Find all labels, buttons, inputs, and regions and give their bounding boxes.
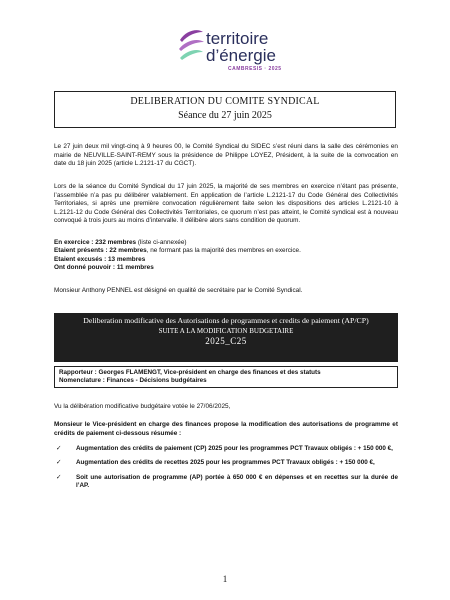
title-box bbox=[54, 91, 396, 128]
page-number: 1 bbox=[222, 574, 228, 584]
bullet-list bbox=[54, 445, 398, 497]
attendance-stats bbox=[54, 239, 398, 273]
stat-pouvoir: Ont donné pouvoir : 11 membres bbox=[54, 264, 154, 272]
deliberation-subtitle: SUITE A LA MODIFICATION BUDGETAIRE bbox=[158, 327, 294, 335]
stat-excuses: Etaient excusés : 13 membres bbox=[54, 255, 146, 263]
logo-subtext: CAMBRESIS · 2025 bbox=[228, 66, 282, 72]
logo bbox=[176, 26, 296, 72]
check-icon: ✓ bbox=[56, 459, 62, 467]
list-item: ✓ Soit une autorisation de programme (AP) portée à 650 000 € en dépenses et en recettes sur la durée de l’AP. bbox=[56, 473, 398, 490]
quorum-paragraph: Lors de la séance du Comité Syndical du 17 juin 2025, la majorité de ses membres en exercice n’étant pas présente, l’assemblée n’a pas pu délibérer valablement. En application de l’article L.2121-17 du Code Général des Collectivités Territoriales, si après une première convocation régulièrement faite selon les dispositions des articles L.2121-10 à L.2121-12 du Code Général des Collectivités Territoriales, ce quorum n’est pas atteint, le Comité syndical est à nouveau convoqué à trois jours au moins d’intervalle. Il délibère alors sans condition de quorum. bbox=[54, 183, 398, 225]
nomenclature-line: Nomenclature : Finances - Décisions budgétaires bbox=[59, 377, 207, 384]
check-icon: ✓ bbox=[56, 445, 62, 452]
check-icon: ✓ bbox=[56, 473, 62, 481]
logo-text-line2: d’énergie bbox=[206, 46, 276, 65]
deliberation-header-box bbox=[54, 313, 398, 362]
proposal-paragraph: Monsieur le Vice-président en charge des finances propose la modification des autorisations de programme et crédits de paiement ci-dessous résumée : bbox=[54, 421, 398, 437]
rapporteur-line: Rapporteur : Georges FLAMENGT, Vice-président en charge des finances et des statuts bbox=[59, 369, 321, 376]
document-title: DELIBERATION DU COMITE SYNDICAL bbox=[130, 96, 320, 107]
deliberation-number: 2025_C25 bbox=[205, 336, 247, 346]
secretary-paragraph: Monsieur Anthony PENNEL est désigné en qualité de secrétaire par le Comité Syndical. bbox=[54, 287, 303, 294]
logo-swirl-icon bbox=[176, 26, 206, 66]
stat-exercice: En exercice : 232 membres (liste ci-annexée) bbox=[54, 239, 187, 246]
list-item: ✓ Augmentation des crédits de recettes 2025 pour les programmes PCT Travaux obligés : + 150 000 €, bbox=[56, 459, 375, 467]
intro-paragraph: Le 27 juin deux mil vingt-cinq à 9 heures 00, le Comité Syndical du SIDEC s’est réuni dans la salle des cérémonies en mairie de NEUVILLE-SAINT-REMY sous la présidence de Philippe LOYEZ, Président, à la suite de la convocation en date du 18 juin 2025 (article L.2121-17 du CGCT). bbox=[54, 143, 398, 168]
vu-paragraph: Vu la délibération modificative budgétaire votée le 27/06/2025, bbox=[54, 403, 231, 410]
logo-text-line1: territoire bbox=[206, 29, 269, 48]
stat-presents: Etaient présents : 22 membres, ne formant pas la majorité des membres en exercice. bbox=[54, 247, 301, 255]
rapporteur-box bbox=[54, 366, 398, 388]
session-date: Séance du 27 juin 2025 bbox=[178, 110, 272, 121]
deliberation-title: Deliberation modificative des Autorisations de programmes et credits de paiement (AP/CP) bbox=[83, 316, 369, 325]
list-item: ✓ Augmentation des crédits de paiement (CP) 2025 pour les programmes PCT Travaux obligés : + 150 000 €, bbox=[56, 445, 393, 452]
